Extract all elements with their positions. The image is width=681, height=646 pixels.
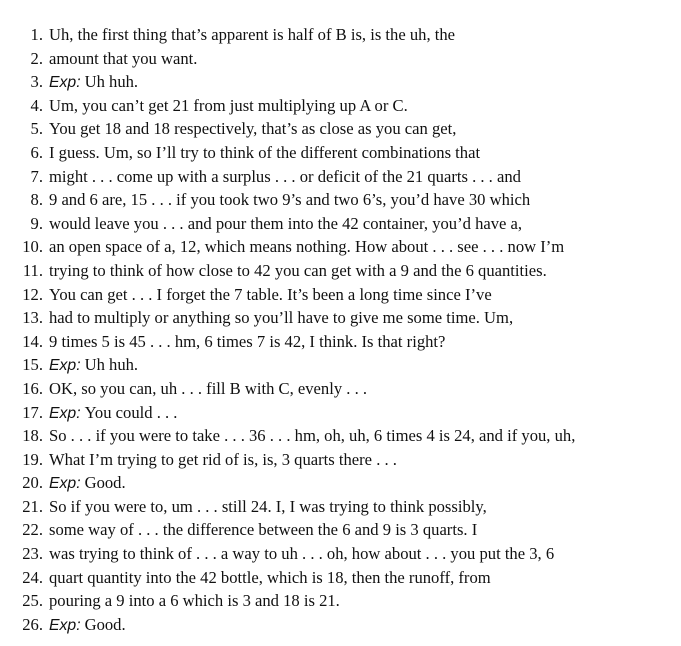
transcript-line-18 [0,424,681,448]
utterance: You can get . . . I forget the 7 table. It’s been a long time since I’ve [49,284,492,304]
line-number: 13. [22,308,43,328]
transcript-line-3 [0,70,681,94]
transcript-line-1 [0,23,681,47]
line-text [49,518,477,542]
line-text [49,165,521,189]
transcript-line-11 [0,259,681,283]
transcript-line-23 [0,542,681,566]
line-number: 23. [22,544,43,564]
line-text [49,283,492,307]
line-text [49,117,456,141]
utterance: 9 times 5 is 45 . . . hm, 6 times 7 is 42, I think. Is that right? [49,331,446,351]
line-number: 4. [30,95,43,115]
line-number: 5. [30,119,43,139]
line-number: 11. [22,260,43,280]
utterance: Uh, the first thing that’s apparent is half of B is, is the uh, the [49,25,456,44]
line-text [49,23,455,47]
speaker-label: Exp: [49,475,81,493]
line-text [49,471,126,496]
transcript-line-22 [0,518,681,542]
line-number: 16. [22,378,43,398]
transcript-line-15 [0,353,681,377]
line-text [49,353,138,378]
utterance: amount that you want. [49,48,198,68]
line-number: 17. [22,402,43,422]
utterance: So . . . if you were to take . . . 36 . . . hm, oh, uh, 6 times 4 is 24, and if you, uh, [49,426,576,446]
transcript-line-21 [0,495,681,519]
utterance: You get 18 and 18 respectively, that’s as close as you can get, [49,119,457,139]
utterance: Good. [84,473,126,493]
speaker-label: Exp: [49,74,81,92]
utterance: Uh huh. [84,355,139,375]
utterance: quart quantity into the 42 bottle, which is 18, then the runoff, from [49,567,491,587]
line-number: 19. [22,449,43,469]
transcript-line-25 [0,589,681,613]
utterance: might . . . come up with a surplus . . . or deficit of the 21 quarts . . . and [49,166,521,186]
utterance: You could . . . [84,402,178,422]
transcript-line-13 [0,306,681,330]
utterance: would leave you . . . and pour them into the 42 container, you’d have a, [49,213,523,233]
line-number: 26. [22,614,43,634]
utterance: trying to think of how close to 42 you can get with a 9 and the 6 quantities. [49,260,547,280]
line-text [49,94,408,118]
line-number: 24. [22,567,43,587]
line-text [49,495,487,519]
line-number: 12. [22,284,43,304]
utterance: So if you were to, um . . . still 24. I, I was trying to think possibly, [49,496,487,516]
line-text [49,448,397,472]
line-text [49,70,138,95]
line-number: 15. [22,355,43,375]
speaker-label: Exp: [49,357,81,375]
utterance: I guess. Um, so I’ll try to think of the different combinations that [49,142,481,162]
line-text [49,566,491,590]
line-number: 21. [22,496,43,516]
transcript-line-2 [0,47,681,71]
line-number: 25. [22,591,43,611]
line-text [49,235,564,259]
transcript-line-24 [0,566,681,590]
line-text [49,613,126,638]
line-text [49,542,554,566]
transcript-line-5 [0,117,681,141]
line-number: 2. [30,48,43,68]
utterance: Uh huh. [84,72,139,92]
transcript-line-10 [0,235,681,259]
transcript-line-16 [0,377,681,401]
line-number: 7. [30,166,43,186]
line-text [49,377,367,401]
line-text [49,47,197,71]
transcript-line-7 [0,165,681,189]
transcript-line-20 [0,471,681,495]
speaker-label: Exp: [49,404,81,422]
line-text [49,306,513,330]
line-number: 18. [22,426,43,446]
line-number: 9. [30,213,43,233]
line-number: 14. [22,331,43,351]
utterance: had to multiply or anything so you’ll have to give me some time. Um, [49,308,514,328]
line-text [49,188,530,212]
transcript-line-8 [0,188,681,212]
line-number: 20. [22,473,43,493]
line-number: 6. [30,142,43,162]
utterance: some way of . . . the difference between the 6 and 9 is 3 quarts. I [49,520,478,540]
utterance: an open space of a, 12, which means nothing. How about . . . see . . . now I’m [49,237,565,257]
utterance: was trying to think of . . . a way to uh . . . oh, how about . . . you put the 3, 6 [49,544,555,564]
utterance: Good. [84,614,126,634]
transcript-line-17 [0,401,681,425]
line-text [49,330,445,354]
transcript-line-12 [0,283,681,307]
utterance: What I’m trying to get rid of is, is, 3 quarts there . . . [49,449,397,469]
line-number: 3. [30,72,43,92]
line-text [49,401,177,426]
transcript-line-9 [0,212,681,236]
transcript-line-19 [0,448,681,472]
transcript-line-4 [0,94,681,118]
utterance: Um, you can’t get 21 from just multiplying up A or C. [49,95,408,115]
line-text [49,424,575,448]
line-text [49,259,547,283]
line-text [49,141,480,165]
line-text [49,212,522,236]
utterance: OK, so you can, uh . . . fill B with C, evenly . . . [49,378,368,398]
utterance: 9 and 6 are, 15 . . . if you took two 9’s and two 6’s, you’d have 30 which [49,190,531,210]
transcript-list [0,23,681,636]
line-number: 8. [30,190,43,210]
transcript-line-14 [0,330,681,354]
line-number: 22. [22,520,43,540]
utterance: pouring a 9 into a 6 which is 3 and 18 is 21. [49,591,340,611]
line-number: 1. [30,25,43,44]
line-number: 10. [22,237,43,257]
transcript-line-26 [0,613,681,637]
speaker-label: Exp: [49,616,81,634]
transcript-line-6 [0,141,681,165]
line-text [49,589,340,613]
